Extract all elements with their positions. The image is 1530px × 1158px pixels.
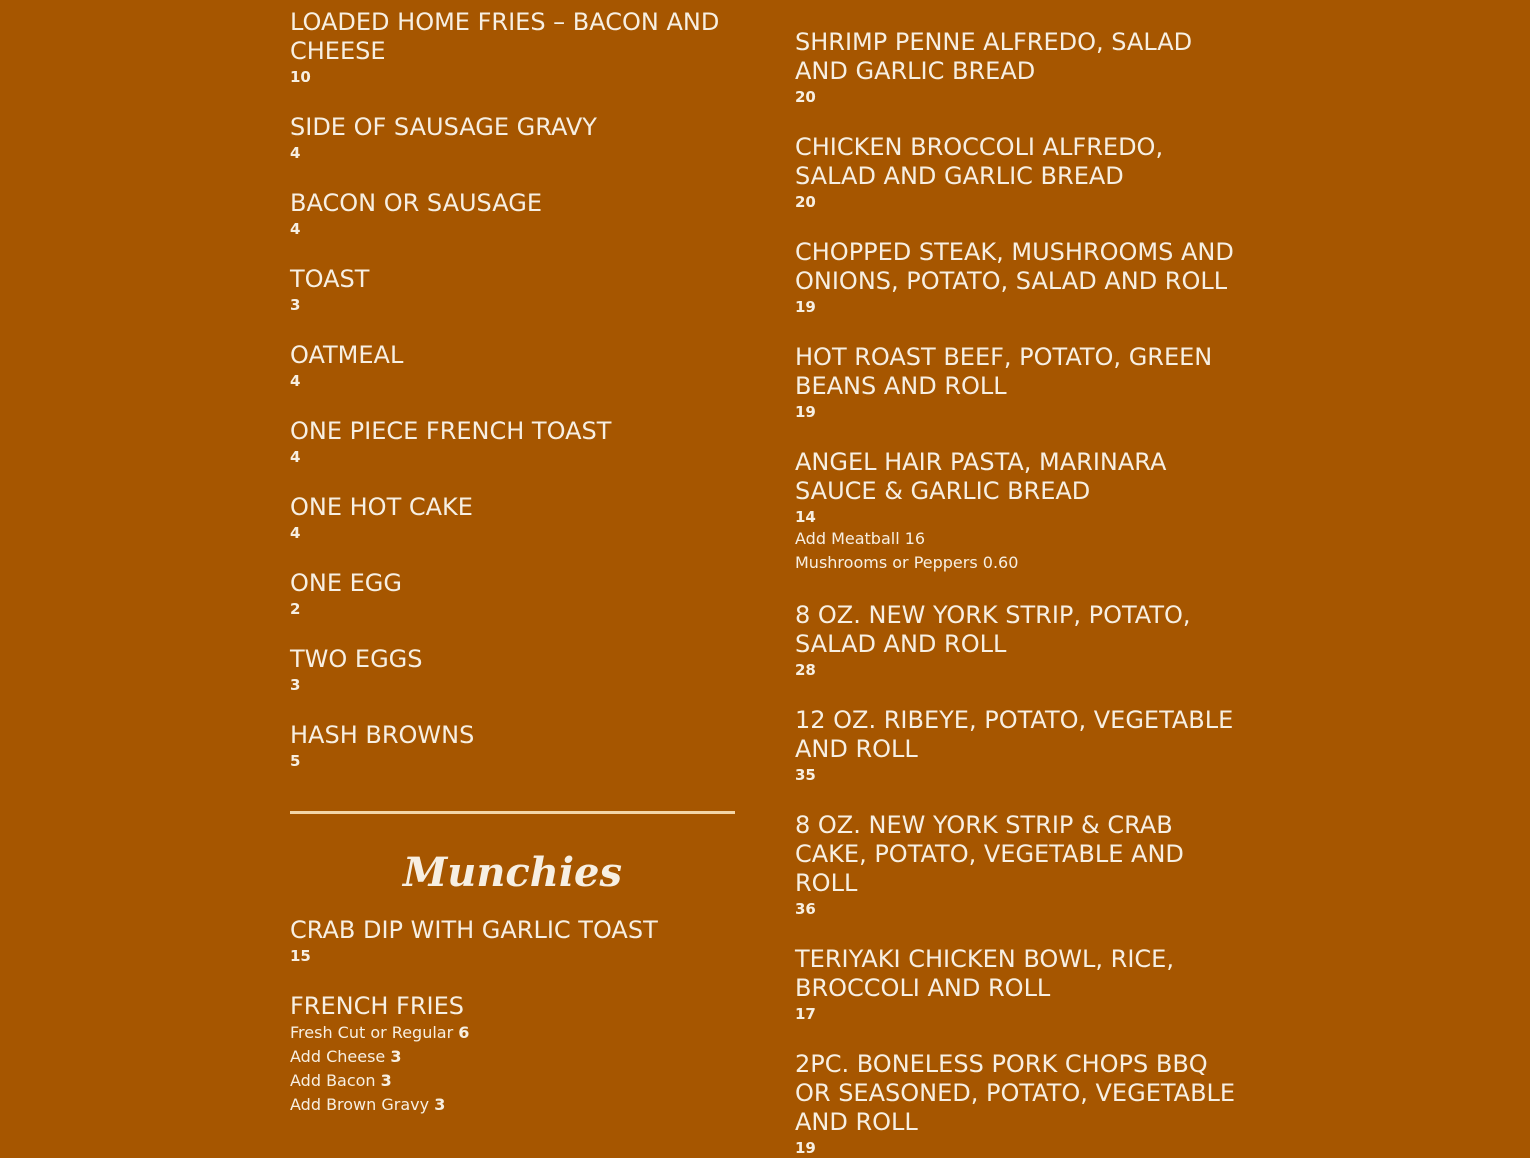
item-name: SHRIMP PENNE ALFREDO, SALAD AND GARLIC BREAD xyxy=(795,28,1193,85)
menu-item-chicken-broccoli xyxy=(795,133,1245,212)
item-option xyxy=(290,1021,740,1045)
section-divider xyxy=(290,811,735,814)
item-name: ONE PIECE FRENCH TOAST xyxy=(290,417,612,445)
menu-item-french-fries xyxy=(290,992,740,1117)
item-name: 8 OZ. NEW YORK STRIP, POTATO, SALAD AND ROLL xyxy=(795,601,1191,658)
item-price: 28 xyxy=(795,661,816,679)
item-price: 19 xyxy=(795,298,816,316)
item-price: 19 xyxy=(795,1139,816,1157)
left-menu-column xyxy=(290,8,740,1143)
item-name: 2PC. BONELESS PORK CHOPS BBQ OR SEASONED, POTATO, VEGETABLE AND ROLL xyxy=(795,1050,1236,1136)
munchies-heading: Munchies xyxy=(402,849,623,896)
menu-item-chopped-steak xyxy=(795,238,1245,317)
item-name: 8 OZ. NEW YORK STRIP & CRAB CAKE, POTATO, VEGETABLE AND ROLL xyxy=(795,811,1184,897)
item-name: TERIYAKI CHICKEN BOWL, RICE, BROCCOLI AND ROLL xyxy=(795,945,1174,1002)
item-name: HASH BROWNS xyxy=(290,721,475,749)
menu-item-loaded-home-fries xyxy=(290,8,740,87)
item-price: 19 xyxy=(795,403,816,421)
item-name: CHOPPED STEAK, MUSHROOMS AND ONIONS, POTATO, SALAD AND ROLL xyxy=(795,238,1234,295)
item-name: TWO EGGS xyxy=(290,645,423,673)
item-option xyxy=(290,1045,740,1069)
option-label: Add Brown Gravy xyxy=(290,1095,430,1114)
item-price: 35 xyxy=(795,766,816,784)
item-price: 3 xyxy=(290,296,301,314)
item-name: 12 OZ. RIBEYE, POTATO, VEGETABLE AND ROLL xyxy=(795,706,1234,763)
option-price: 6 xyxy=(458,1023,470,1042)
item-note: Add Meatball 16 xyxy=(795,529,926,548)
item-price: 4 xyxy=(290,372,301,390)
menu-item-bacon-or-sausage xyxy=(290,189,740,239)
menu-item-one-egg xyxy=(290,569,740,619)
item-price: 10 xyxy=(290,68,311,86)
menu-item-sausage-gravy xyxy=(290,113,740,163)
item-price: 20 xyxy=(795,193,816,211)
menu-item-ribeye xyxy=(795,706,1245,785)
right-menu-column xyxy=(795,28,1245,1158)
item-option xyxy=(290,1093,740,1117)
option-label: Fresh Cut or Regular xyxy=(290,1023,454,1042)
item-price: 36 xyxy=(795,900,816,918)
item-note: Mushrooms or Peppers 0.60 xyxy=(795,553,1019,572)
item-name: ONE EGG xyxy=(290,569,402,597)
menu-item-teriyaki-chicken xyxy=(795,945,1245,1024)
item-price: 4 xyxy=(290,524,301,542)
item-name: LOADED HOME FRIES – BACON AND CHEESE xyxy=(290,8,720,65)
menu-item-angel-hair-pasta xyxy=(795,448,1245,575)
option-price: 3 xyxy=(390,1047,402,1066)
item-price: 4 xyxy=(290,448,301,466)
menu-item-shrimp-penne xyxy=(795,28,1245,107)
menu-item-crab-dip xyxy=(290,916,740,966)
menu-item-hash-browns xyxy=(290,721,740,771)
menu-item-two-eggs xyxy=(290,645,740,695)
item-price: 4 xyxy=(290,220,301,238)
item-price: 17 xyxy=(795,1005,816,1023)
item-price: 3 xyxy=(290,676,301,694)
item-name: ONE HOT CAKE xyxy=(290,493,473,521)
menu-item-french-toast xyxy=(290,417,740,467)
option-label: Add Bacon xyxy=(290,1071,376,1090)
menu-item-pork-chops xyxy=(795,1050,1245,1158)
menu-item-toast xyxy=(290,265,740,315)
menu-item-oatmeal xyxy=(290,341,740,391)
item-name: OATMEAL xyxy=(290,341,404,369)
option-label: Add Cheese xyxy=(290,1047,386,1066)
item-option xyxy=(290,1069,740,1093)
item-name: TOAST xyxy=(290,265,370,293)
item-price: 20 xyxy=(795,88,816,106)
item-name: ANGEL HAIR PASTA, MARINARA SAUCE & GARLIC BREAD xyxy=(795,448,1167,505)
menu-item-hot-roast-beef xyxy=(795,343,1245,422)
item-price: 5 xyxy=(290,752,301,770)
item-price: 14 xyxy=(795,508,816,526)
item-name: FRENCH FRIES xyxy=(290,992,464,1020)
item-name: CRAB DIP WITH GARLIC TOAST xyxy=(290,916,658,944)
option-price: 3 xyxy=(434,1095,446,1114)
item-price: 15 xyxy=(290,947,311,965)
item-name: SIDE OF SAUSAGE GRAVY xyxy=(290,113,597,141)
menu-item-hot-cake xyxy=(290,493,740,543)
item-name: BACON OR SAUSAGE xyxy=(290,189,542,217)
menu-item-ny-strip-crab-cake xyxy=(795,811,1245,919)
option-price: 3 xyxy=(380,1071,392,1090)
item-name: CHICKEN BROCCOLI ALFREDO, SALAD AND GARLIC BREAD xyxy=(795,133,1164,190)
item-name: HOT ROAST BEEF, POTATO, GREEN BEANS AND ROLL xyxy=(795,343,1213,400)
item-price: 2 xyxy=(290,600,301,618)
menu-item-ny-strip xyxy=(795,601,1245,680)
item-price: 4 xyxy=(290,144,301,162)
